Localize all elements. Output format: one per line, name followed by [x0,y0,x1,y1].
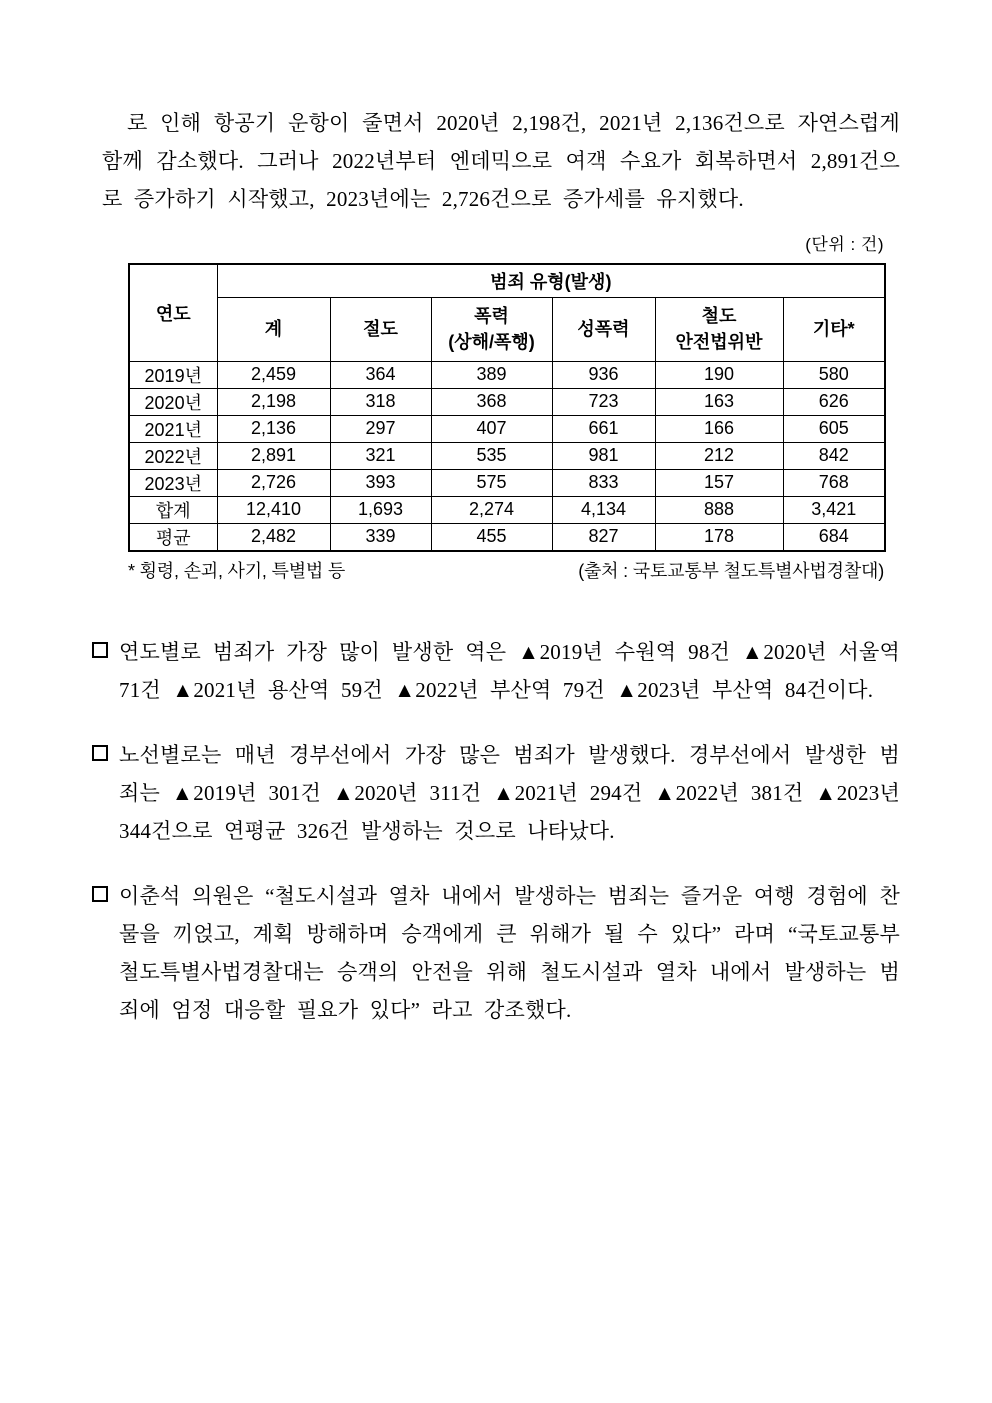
table-header-crime-type-group: 범죄 유형(발생) [217,264,885,297]
row-label: 2020년 [129,388,217,415]
checkbox-bullet-icon [92,886,108,902]
row-value: 2,891 [217,442,330,469]
table-row [129,388,885,415]
row-value: 163 [655,388,783,415]
table-row [129,496,885,523]
row-value: 575 [431,469,552,496]
document-content [92,104,900,1056]
row-value: 321 [330,442,431,469]
table-header-year: 연도 [129,264,217,361]
table-row [129,442,885,469]
row-value: 833 [552,469,655,496]
bullet-item-2 [92,877,900,1029]
row-value: 318 [330,388,431,415]
row-value: 2,198 [217,388,330,415]
row-value: 2,136 [217,415,330,442]
table-subheader-0: 계 [217,297,330,361]
row-value: 166 [655,415,783,442]
row-value: 535 [431,442,552,469]
row-label: 2021년 [129,415,217,442]
row-value: 936 [552,361,655,388]
table-subheader-5: 기타* [783,297,885,361]
row-value: 827 [552,523,655,551]
row-value: 723 [552,388,655,415]
bullet-text: 노선별로는 매년 경부선에서 가장 많은 범죄가 발생했다. 경부선에서 발생한 범죄는 ▲2019년 301건 ▲2020년 311건 ▲2021년 294건 ▲2022년 381건 ▲2023년 344건으로 연평균 326건 발생하는 것으로 나타났다. [119,742,900,843]
row-value: 981 [552,442,655,469]
row-value: 190 [655,361,783,388]
bullet-text: 연도별로 범죄가 가장 많이 발생한 역은 ▲2019년 수원역 98건 ▲2020년 서울역 71건 ▲2021년 용산역 59건 ▲2022년 부산역 79건 ▲2023년 부산역 84건이다. [119,639,900,702]
row-value: 580 [783,361,885,388]
table-row [129,361,885,388]
row-value: 605 [783,415,885,442]
row-value: 661 [552,415,655,442]
row-value: 626 [783,388,885,415]
row-value: 888 [655,496,783,523]
bullet-text: 이춘석 의원은 “철도시설과 열차 내에서 발생하는 범죄는 즐거운 여행 경험에 찬물을 끼얹고, 계획 방해하며 승객에게 큰 위해가 될 수 있다” 라며 “국토교통부 철도특별사법경찰대는 승객의 안전을 위해 철도시설과 열차 내에서 발생하는 범죄에 엄정 대응할 필요가 있다” 라고 강조했다. [119,883,900,1022]
intro-paragraph: 로 인해 항공기 운항이 줄면서 2020년 2,198건, 2021년 2,136건으로 자연스럽게 함께 감소했다. 그러나 2022년부터 엔데믹으로 여객 수요가 회복하면서 2,891건으로 증가하기 시작했고, 2023년에는 2,726건으로 증가세를 유지했다. [102,111,900,211]
row-value: 2,482 [217,523,330,551]
footnote-source: (출처 : 국토교통부 철도특별사법경찰대) [578,560,884,581]
row-label: 합계 [129,496,217,523]
row-value: 12,410 [217,496,330,523]
table-row [129,415,885,442]
table-footnote [128,557,884,583]
row-label: 2022년 [129,442,217,469]
row-value: 364 [330,361,431,388]
row-value: 157 [655,469,783,496]
row-label: 평균 [129,523,217,551]
table-subheader-4: 철도 안전법위반 [655,297,783,361]
bullet-item-0 [92,633,900,709]
row-value: 393 [330,469,431,496]
bullet-section [92,633,900,1029]
row-value: 3,421 [783,496,885,523]
table-subheader-2: 폭력 (상해/폭행) [431,297,552,361]
row-value: 178 [655,523,783,551]
row-value: 339 [330,523,431,551]
row-value: 2,726 [217,469,330,496]
row-value: 842 [783,442,885,469]
row-value: 1,693 [330,496,431,523]
row-value: 297 [330,415,431,442]
row-value: 368 [431,388,552,415]
row-value: 407 [431,415,552,442]
table-subheader-3: 성폭력 [552,297,655,361]
row-value: 2,274 [431,496,552,523]
row-label: 2019년 [129,361,217,388]
row-value: 2,459 [217,361,330,388]
checkbox-bullet-icon [92,642,108,658]
table-row [129,523,885,551]
row-value: 455 [431,523,552,551]
row-value: 684 [783,523,885,551]
row-value: 768 [783,469,885,496]
checkbox-bullet-icon [92,745,108,761]
unit-label: (단위 : 건) [805,235,884,254]
footnote-note: * 횡령, 손괴, 사기, 특별법 등 [128,560,346,581]
row-label: 2023년 [129,469,217,496]
bullet-item-1 [92,736,900,850]
table-row [129,469,885,496]
row-value: 4,134 [552,496,655,523]
row-value: 389 [431,361,552,388]
table-subheader-1: 절도 [330,297,431,361]
crime-statistics-table [128,263,886,552]
row-value: 212 [655,442,783,469]
